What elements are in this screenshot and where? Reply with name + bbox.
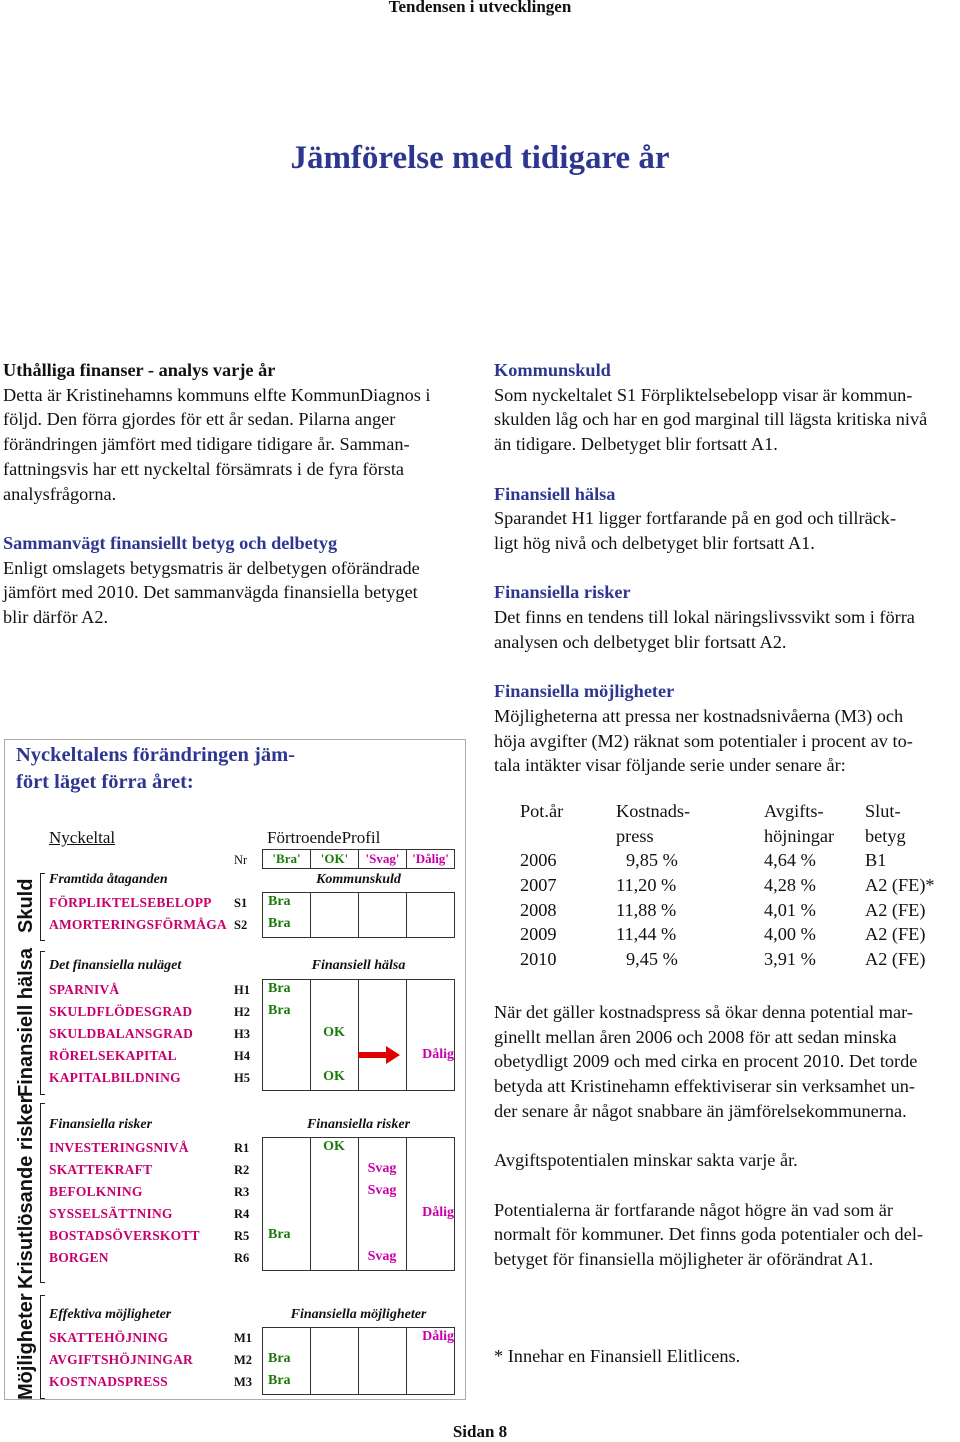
table-cell: 4,00 % — [764, 924, 816, 945]
grade-column — [359, 893, 407, 937]
profil-header: FörtroendeProfil — [267, 828, 381, 847]
side-label: Krisutlösande risker — [15, 1095, 37, 1289]
grade-value: Dålig — [422, 1205, 454, 1220]
grade-value: Bra — [268, 981, 291, 996]
right2-p1-line: När det gäller kostnadspress så ökar denna potential mar- — [494, 1002, 913, 1022]
right2-p1-line: obetydligt 2009 och med cirka en procent 2010. Det torde — [494, 1051, 918, 1072]
table-row — [520, 875, 935, 900]
profile-title: Finansiella risker — [306, 1117, 411, 1132]
grade-value: Bra — [268, 916, 291, 931]
nyckeltal-item: KOSTNADSPRESS — [49, 1374, 168, 1389]
grade-header-ok: 'OK' — [311, 850, 359, 868]
right-column — [494, 358, 960, 778]
grade-header-dalig: 'Dålig' — [412, 851, 449, 866]
grade-value: Dålig — [422, 1329, 454, 1344]
right2-p3-line: Potentialerna är fortfarande något högre än vad som är — [494, 1199, 893, 1220]
nyckeltal-item: BEFOLKNING — [49, 1184, 143, 1199]
left-p2-line: jämfört med 2010. Det sammanvägda finansiella betyget — [3, 582, 418, 603]
grade-value: Svag — [367, 1161, 397, 1176]
right-column-lower — [494, 1000, 960, 1272]
table-cell: 9,85 % — [626, 850, 678, 871]
profile-title: Finansiella möjligheter — [290, 1307, 427, 1322]
table-cell: A2 (FE) — [865, 899, 926, 920]
grade-value: Bra — [268, 894, 291, 909]
nyckeltal-header: Nyckeltal — [49, 828, 116, 847]
grade-column — [359, 980, 407, 1090]
table-header-cell: betyg — [865, 825, 906, 846]
nyckeltal-nr: M1 — [234, 1331, 253, 1345]
table-header-cell: Kostnads- — [616, 801, 691, 821]
nyckeltal-nr: H2 — [234, 1005, 250, 1019]
nyckeltal-nr: S2 — [234, 918, 248, 932]
table-header-cell — [520, 826, 616, 851]
table-cell: 11,20 % — [616, 875, 677, 896]
profile-title: Kommunskuld — [316, 872, 401, 887]
nyckeltal-nr: R2 — [234, 1163, 250, 1177]
nyckeltal-nr: H5 — [234, 1071, 250, 1085]
running-header: Tendensen i utvecklingen — [388, 0, 572, 16]
right-p4-line: tala intäkter visar följande serie under senare år: — [494, 755, 846, 776]
right2-p1-line: der senare år något snabbare än jämförelsekommunerna. — [494, 1100, 907, 1121]
grade-header-bra: 'Bra' — [263, 850, 311, 868]
table-cell: 4,64 % — [764, 850, 816, 871]
grade-column — [311, 1138, 359, 1270]
nyckeltal-item: SKULDBALANSGRAD — [49, 1026, 194, 1041]
table-cell: A2 (FE) — [865, 924, 926, 945]
table-cell: 2006 — [520, 850, 557, 871]
nyckeltal-item: BORGEN — [49, 1250, 109, 1265]
right2-p1-line: ginellt mellan åren 2006 och 2008 för att sedan minska — [494, 1026, 897, 1047]
right-p4-line: Möjligheterna att pressa ner kostnadsnivåerna (M3) och — [494, 705, 904, 726]
potential-table — [520, 801, 935, 974]
right2-p3-line: normalt för kommuner. Det finns goda potentialer och del- — [494, 1224, 923, 1245]
nyckeltal-nr: M2 — [234, 1353, 253, 1367]
side-label: Skuld — [15, 878, 37, 933]
table-cell: B1 — [865, 850, 887, 871]
section-bracket — [40, 873, 45, 941]
nyckeltal-item: AVGIFTSHÖJNINGAR — [49, 1352, 193, 1367]
right-p2-line: ligt hög nivå och delbetyget blir fortsatt A1. — [494, 532, 815, 553]
nyckeltal-nr: R1 — [234, 1141, 250, 1155]
left-p1-line: fattningsvis har ett nyckeltal försämrats i de fyra första — [3, 458, 405, 479]
nyckeltal-nr: M3 — [234, 1375, 253, 1389]
right-p1-line: skulden låg och har en god marginal till lägsta kritiska nivå — [494, 409, 928, 430]
table-cell: A2 (FE) — [865, 949, 926, 970]
nyckeltal-nr: H1 — [234, 983, 250, 997]
section-title: Finansiella risker — [49, 1117, 153, 1132]
right-p1-line: Som nyckeltalet S1 Förpliktelsebelopp visar är kommun- — [494, 384, 913, 405]
table-row — [520, 850, 935, 875]
grade-header-svag: 'Svag' — [359, 850, 407, 868]
table-cell: 2008 — [520, 899, 557, 920]
left-column — [3, 358, 469, 630]
section-bracket — [40, 951, 45, 1095]
grade-column — [263, 1138, 311, 1270]
section-title: Det finansiella nuläget — [49, 958, 182, 973]
right-p2-line: Sparandet H1 ligger fortfarande på en god och tillräck- — [494, 508, 897, 529]
nyckeltal-nr: R5 — [234, 1229, 250, 1243]
table-row — [520, 924, 935, 949]
page-number: Sidan 8 — [452, 1422, 508, 1441]
grade-column — [407, 1138, 454, 1270]
table-cell: 4,01 % — [764, 899, 816, 920]
nyckeltal-nr: R6 — [234, 1251, 250, 1265]
table-cell: 2009 — [520, 924, 557, 945]
section-title: Framtida åtaganden — [49, 872, 168, 887]
nyckeltal-item: SKATTEHÖJNING — [49, 1330, 169, 1345]
side-label: Möjligheter — [15, 1292, 37, 1400]
grade-value: Dålig — [422, 1047, 454, 1062]
left-p1-line: förändringen jämfört med tidigare tidigare år. Samman- — [3, 434, 410, 455]
table-cell: 11,44 % — [616, 924, 677, 945]
left-p1-line: Detta är Kristinehamns kommuns elfte KommunDiagnos i — [3, 384, 431, 405]
nyckeltal-nr: R4 — [234, 1207, 250, 1221]
table-row — [520, 949, 935, 974]
grade-value: Bra — [268, 1351, 291, 1366]
right-p1-line: än tidigare. Delbetyget blir fortsatt A1. — [494, 434, 778, 455]
nyckeltal-item: INVESTERINGSNIVÅ — [49, 1140, 189, 1155]
footnote: * Innehar en Finansiell Elitlicens. — [494, 1346, 741, 1366]
right-p3-line: analysen och delbetyget blir fortsatt A2. — [494, 631, 787, 652]
nyckeltal-item: SKULDFLÖDESGRAD — [49, 1004, 193, 1019]
nyckeltal-item: FÖRPLIKTELSEBELOPP — [49, 895, 212, 910]
grade-grid — [262, 979, 455, 1091]
section-bracket — [40, 1295, 45, 1399]
left-p2-line: Enligt omslagets betygsmatris är delbetygen oförändrade — [3, 557, 420, 578]
grade-value: OK — [323, 1069, 345, 1084]
left-p1-line: analysfrågorna. — [3, 483, 117, 504]
table-cell: 2010 — [520, 949, 557, 970]
grade-column — [359, 1328, 407, 1394]
profile-title: Finansiell hälsa — [311, 958, 406, 973]
table-cell: 4,28 % — [764, 875, 816, 896]
nyckeltal-item: KAPITALBILDNING — [49, 1070, 181, 1085]
page-title: Jämförelse med tidigare år — [290, 140, 670, 176]
grade-column — [407, 980, 454, 1090]
box-title — [16, 742, 356, 796]
table-cell: 9,45 % — [626, 949, 678, 970]
table-header-row — [520, 826, 935, 851]
section-heading-uthalliga: Uthålliga finanser - analys varje år — [3, 360, 276, 380]
box-title-line: fört läget förra året: — [16, 771, 194, 793]
section-heading-finansiella-mojligheter: Finansiella möjligheter — [494, 681, 675, 702]
table-header-cell: press — [616, 825, 654, 846]
section-heading-kommunskuld: Kommunskuld — [494, 360, 611, 380]
grade-column — [407, 893, 454, 937]
table-header-cell: höjningar — [764, 825, 835, 846]
table-header-cell: Slut- — [865, 801, 901, 821]
nyckeltal-nr: H4 — [234, 1049, 250, 1063]
nyckeltal-nr: S1 — [234, 896, 248, 910]
nyckeltal-item: SYSSELSÄTTNING — [49, 1206, 173, 1221]
section-title: Effektiva möjligheter — [49, 1307, 172, 1322]
grade-value: Bra — [268, 1227, 291, 1242]
grade-value: Bra — [268, 1003, 291, 1018]
table-cell: 11,88 % — [616, 899, 677, 920]
grade-header-grid — [262, 849, 455, 869]
right2-p2: Avgiftspotentialen minskar sakta varje år. — [494, 1150, 798, 1171]
side-label: Finansiell hälsa — [15, 947, 37, 1097]
grade-value: Bra — [268, 1373, 291, 1388]
box-title-line: Nyckeltalens förändringen jäm- — [16, 744, 296, 766]
table-header-cell: Pot.år — [520, 801, 564, 821]
change-arrow-icon — [356, 1045, 402, 1065]
section-heading-finansiell-halsa: Finansiell hälsa — [494, 483, 616, 504]
table-header-row — [520, 801, 935, 826]
grade-value: OK — [323, 1139, 345, 1154]
nyckeltal-item: RÖRELSEKAPITAL — [49, 1048, 177, 1063]
grade-column — [311, 1328, 359, 1394]
section-heading-finansiella-risker: Finansiella risker — [494, 582, 631, 603]
section-bracket — [40, 1103, 45, 1283]
nyckeltal-item: SKATTEKRAFT — [49, 1162, 153, 1177]
nyckeltal-item: SPARNIVÅ — [49, 982, 120, 997]
nyckeltal-item: AMORTERINGSFÖRMÅGA — [49, 917, 227, 932]
nyckeltal-nr: R3 — [234, 1185, 250, 1199]
table-row — [520, 900, 935, 925]
table-cell: A2 (FE)* — [865, 875, 935, 896]
section-heading-sammanvagt: Sammanvägt finansiellt betyg och delbetyg — [3, 532, 338, 553]
nyckeltal-item: BOSTADSÖVERSKOTT — [49, 1228, 200, 1243]
right2-p3-line: betyget för finansiella möjligheter är oförändrat A1. — [494, 1249, 874, 1269]
grade-grid — [262, 892, 455, 938]
grade-value: Svag — [367, 1183, 397, 1198]
right-p3-line: Det finns en tendens till lokal näringslivssvikt som i förra — [494, 607, 915, 627]
nr-header: Nr — [234, 853, 248, 867]
left-p1-line: följd. Den förra gjordes för ett år sedan. Pilarna anger — [3, 409, 396, 430]
grade-column — [311, 893, 359, 937]
grade-value: OK — [323, 1025, 345, 1040]
nyckeltal-nr: H3 — [234, 1027, 250, 1041]
left-p2-line: blir därför A2. — [3, 607, 109, 628]
grade-value: Svag — [367, 1249, 397, 1264]
right-p4-line: höja avgifter (M2) räknat som potentialer i procent av to- — [494, 730, 913, 751]
table-cell: 3,91 % — [764, 949, 816, 970]
right2-p1-line: betyda att Kristinehamn effektiviserar sin verksamhet un- — [494, 1076, 916, 1097]
table-header-cell: Avgifts- — [764, 801, 824, 821]
table-cell: 2007 — [520, 875, 557, 896]
